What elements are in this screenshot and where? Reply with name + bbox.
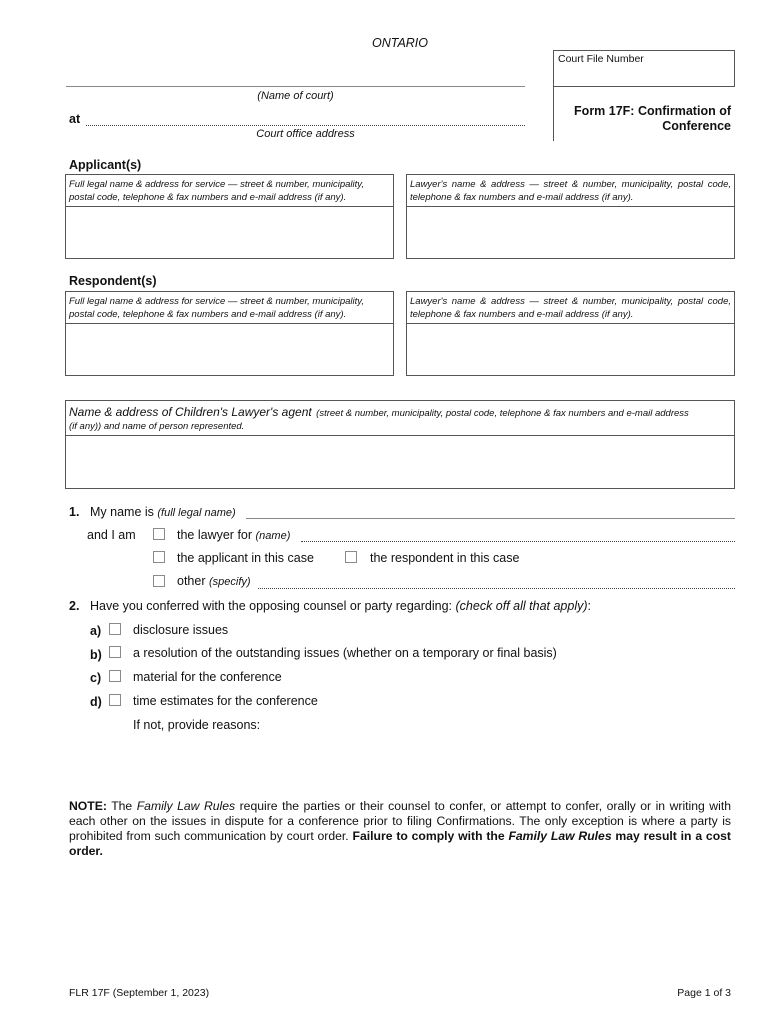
- q2-item-d-letter: d): [90, 695, 102, 709]
- court-office-address-caption: Court office address: [256, 128, 355, 140]
- note-text1: The: [106, 799, 137, 813]
- footer-page-number: Page 1 of 3: [677, 987, 731, 999]
- applicant-lawyer-box[interactable]: [406, 174, 735, 259]
- note-rules2: Family Law Rules: [508, 829, 612, 843]
- applicant-party-caption: Full legal name & address for service — street & number, municipality, postal code, telephone & fax numbers and e-mail address (if any).: [66, 175, 393, 207]
- q2-item-a-text: disclosure issues: [133, 623, 229, 637]
- applicant-party-box[interactable]: [65, 174, 394, 259]
- respondent-option-label: the respondent in this case: [370, 551, 520, 565]
- childrens-lawyer-header: [66, 401, 734, 436]
- q2-item-b-checkbox[interactable]: [109, 646, 121, 658]
- childrens-lawyer-box[interactable]: [65, 400, 735, 489]
- specify-hint: (specify): [208, 576, 251, 588]
- q2-item-c-text: material for the conference: [133, 670, 282, 684]
- applicant-checkbox[interactable]: [153, 551, 165, 563]
- q2-item-d-checkbox[interactable]: [109, 694, 121, 706]
- my-name-is-label: My name is: [90, 505, 154, 519]
- childrens-lawyer-caption1: (street & number, municipality, postal code, telephone & fax numbers and e-mail address: [316, 408, 689, 419]
- note-paragraph: [69, 799, 731, 859]
- note-rules1: Family Law Rules: [136, 799, 236, 813]
- applicant-lawyer-caption: Lawyer's name & address — street & number, municipality, postal code, telephone & fax numbers and e-mail address (if any).: [407, 175, 734, 207]
- reasons-field[interactable]: [133, 736, 735, 786]
- q2-instruction: (check off all that apply): [455, 599, 588, 613]
- respondents-label: Respondent(s): [69, 274, 157, 288]
- q2-item-a-letter: a): [90, 624, 102, 638]
- q2-question-text: Have you conferred with the opposing counsel or party regarding:: [90, 599, 453, 613]
- court-file-number-box[interactable]: [553, 50, 735, 87]
- form-title-line2: Conference: [662, 119, 731, 133]
- q2-item-b-text: a resolution of the outstanding issues (whether on a temporary or final basis): [133, 646, 557, 660]
- applicants-label: Applicant(s): [69, 158, 142, 172]
- applicant-option-label: the applicant in this case: [177, 551, 314, 565]
- other-specify-field[interactable]: [258, 588, 735, 589]
- lawyer-for-label: the lawyer for: [177, 528, 253, 542]
- court-office-address-line[interactable]: [86, 125, 525, 126]
- lawyer-for-name-field[interactable]: [301, 541, 735, 542]
- form-title-line1: Form 17F: Confirmation of: [574, 104, 731, 118]
- note-bold1: Failure to comply with the: [352, 829, 509, 843]
- respondent-party-box[interactable]: [65, 291, 394, 376]
- q2-item-b-letter: b): [90, 648, 102, 662]
- footer-form-id: FLR 17F (September 1, 2023): [69, 987, 210, 999]
- childrens-lawyer-caption2: (if any)) and name of person represented.: [69, 421, 245, 432]
- other-label: other: [177, 574, 206, 588]
- form-title: [555, 104, 731, 134]
- q2-item-c-letter: c): [90, 671, 102, 685]
- q2-number: 2.: [69, 599, 80, 613]
- q2-item-d-text: time estimates for the conference: [133, 694, 318, 708]
- q2-instruction-suffix: :: [587, 599, 592, 613]
- childrens-lawyer-title: Name & address of Children's Lawyer's agent: [69, 405, 312, 419]
- respondent-lawyer-caption: Lawyer's name & address — street & number, municipality, postal code, telephone & fax numbers and e-mail address (if any).: [407, 292, 734, 324]
- header-divider: [553, 87, 554, 141]
- q2-item-a-checkbox[interactable]: [109, 623, 121, 635]
- note-label: NOTE:: [69, 799, 107, 813]
- q2-item-c-checkbox[interactable]: [109, 670, 121, 682]
- note-text2: require the parties or their counsel to confer, or attempt to confer, orally or in writing with each other on the issues in dispute for a conference prior to filing Confirmations. The only exception is where a party is prohibited from such communication by court order.: [69, 799, 731, 843]
- q1-number: 1.: [69, 505, 80, 519]
- other-text: [177, 574, 251, 588]
- respondent-lawyer-box[interactable]: [406, 291, 735, 376]
- and-i-am-label: and I am: [87, 528, 136, 542]
- respondent-checkbox[interactable]: [345, 551, 357, 563]
- respondent-party-caption: Full legal name & address for service — street & number, municipality, postal code, telephone & fax numbers and e-mail address (if any).: [66, 292, 393, 324]
- q2-question: [90, 599, 591, 613]
- if-not-reasons-label: If not, provide reasons:: [133, 718, 261, 732]
- full-legal-name-hint: (full legal name): [157, 507, 236, 519]
- court-file-number-label: Court File Number: [558, 53, 644, 65]
- other-checkbox[interactable]: [153, 575, 165, 587]
- province-label: ONTARIO: [371, 36, 429, 50]
- name-hint: (name): [255, 530, 291, 542]
- name-of-court-line[interactable]: [66, 86, 525, 87]
- at-label: at: [69, 112, 81, 126]
- name-of-court-caption: (Name of court): [257, 90, 334, 102]
- lawyer-for-checkbox[interactable]: [153, 528, 165, 540]
- lawyer-for-text: [177, 528, 290, 542]
- note-bold2: may result in a cost order.: [69, 829, 731, 858]
- full-legal-name-field[interactable]: [246, 518, 735, 519]
- q1-my-name-is: [90, 505, 236, 519]
